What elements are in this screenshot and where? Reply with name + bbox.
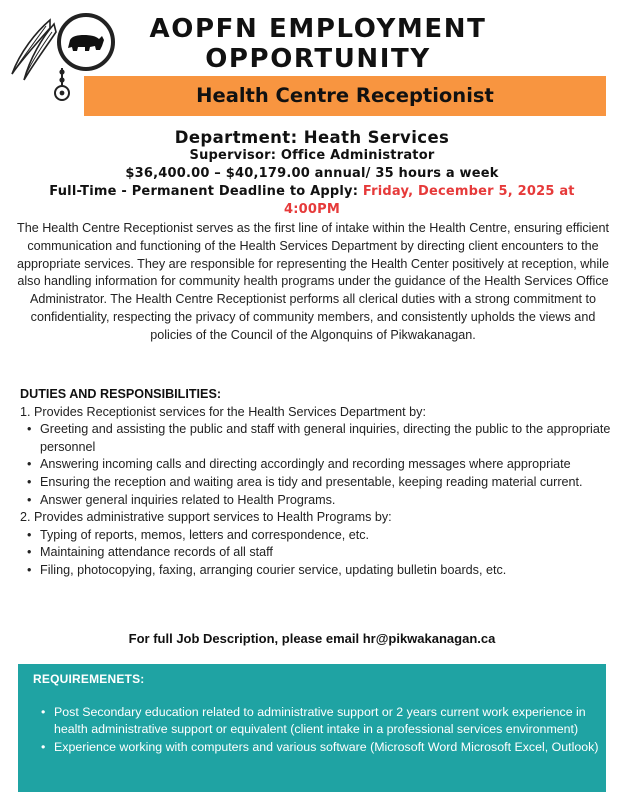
list-item: • Filing, photocopying, faxing, arranging courier service, updating bulletin boards, etc. [20,562,616,580]
duties-section2-list [20,527,616,580]
duties-section1-list [20,421,616,509]
duties-heading: DUTIES AND RESPONSIBILITIES: [20,387,222,401]
employment-type: Full-Time - Permanent Deadline to Apply: [49,184,363,199]
job-title-banner [84,76,606,116]
list-item: • Typing of reports, memos, letters and correspondence, etc. [20,527,616,545]
list-item: • Greeting and assisting the public and staff with general inquiries, directing the public to the appropriate personnel [20,421,616,456]
supervisor: Supervisor: Office Administrator [189,148,435,163]
job-title: Health Centre Receptionist [196,84,494,107]
list-item: • Experience working with computers and various software (Microsoft Word Microsoft Excel, Outlook) [38,739,600,756]
list-item: • Maintaining attendance records of all staff [20,544,616,562]
list-item: • Answering incoming calls and directing accordingly and recording messages where appropriate [20,456,616,474]
department: Department: Heath Services [174,128,450,147]
job-summary: The Health Centre Receptionist serves as the first line of intake within the Health Centre, ensuring efficient communication and functioning of the Health Services Department by directing client encounters to the appropriate services. They are responsible for representing the Health Center positively at reception, while also handling information for community health programs under the guidance of the Health Services Office Administrator. The Health Centre Receptionist performs all clerical duties with a strong commitment to confidentiality, respecting the privacy of community members, and consistently upholds the views and policies of the Council of the Algonquins of Pikwakanagan. [17,221,609,342]
requirements-heading: REQUIREMENETS: [33,672,145,686]
deadline-date: Friday, December 5, 2025 at [362,184,575,199]
duties-section1-heading: 1. Provides Receptionist services for the Health Services Department by: [20,404,426,419]
requirements-list [38,704,600,756]
deadline-time: 4:00PM [284,202,340,217]
employment-type-deadline [0,184,624,199]
contact-email-note: For full Job Description, please email hr@pikwakanagan.ca [128,631,496,646]
requirements-box [18,664,606,792]
list-item: • Answer general inquiries related to Health Programs. [20,492,616,510]
list-item: • Post Secondary education related to administrative support or 2 years current work experience in health administrative support or equivalent (client intake in a professional services environment) [38,704,600,738]
page-title-line2: OPPORTUNITY [205,44,431,74]
duties-section [20,386,616,580]
list-item: • Ensuring the reception and waiting area is tidy and presentable, keeping reading material current. [20,474,616,492]
duties-section2-heading: 2. Provides administrative support services to Health Programs by: [20,510,392,525]
page-title-line1: AOPFN EMPLOYMENT [149,14,487,44]
salary: $36,400.00 – $40,179.00 annual/ 35 hours a week [125,166,499,181]
